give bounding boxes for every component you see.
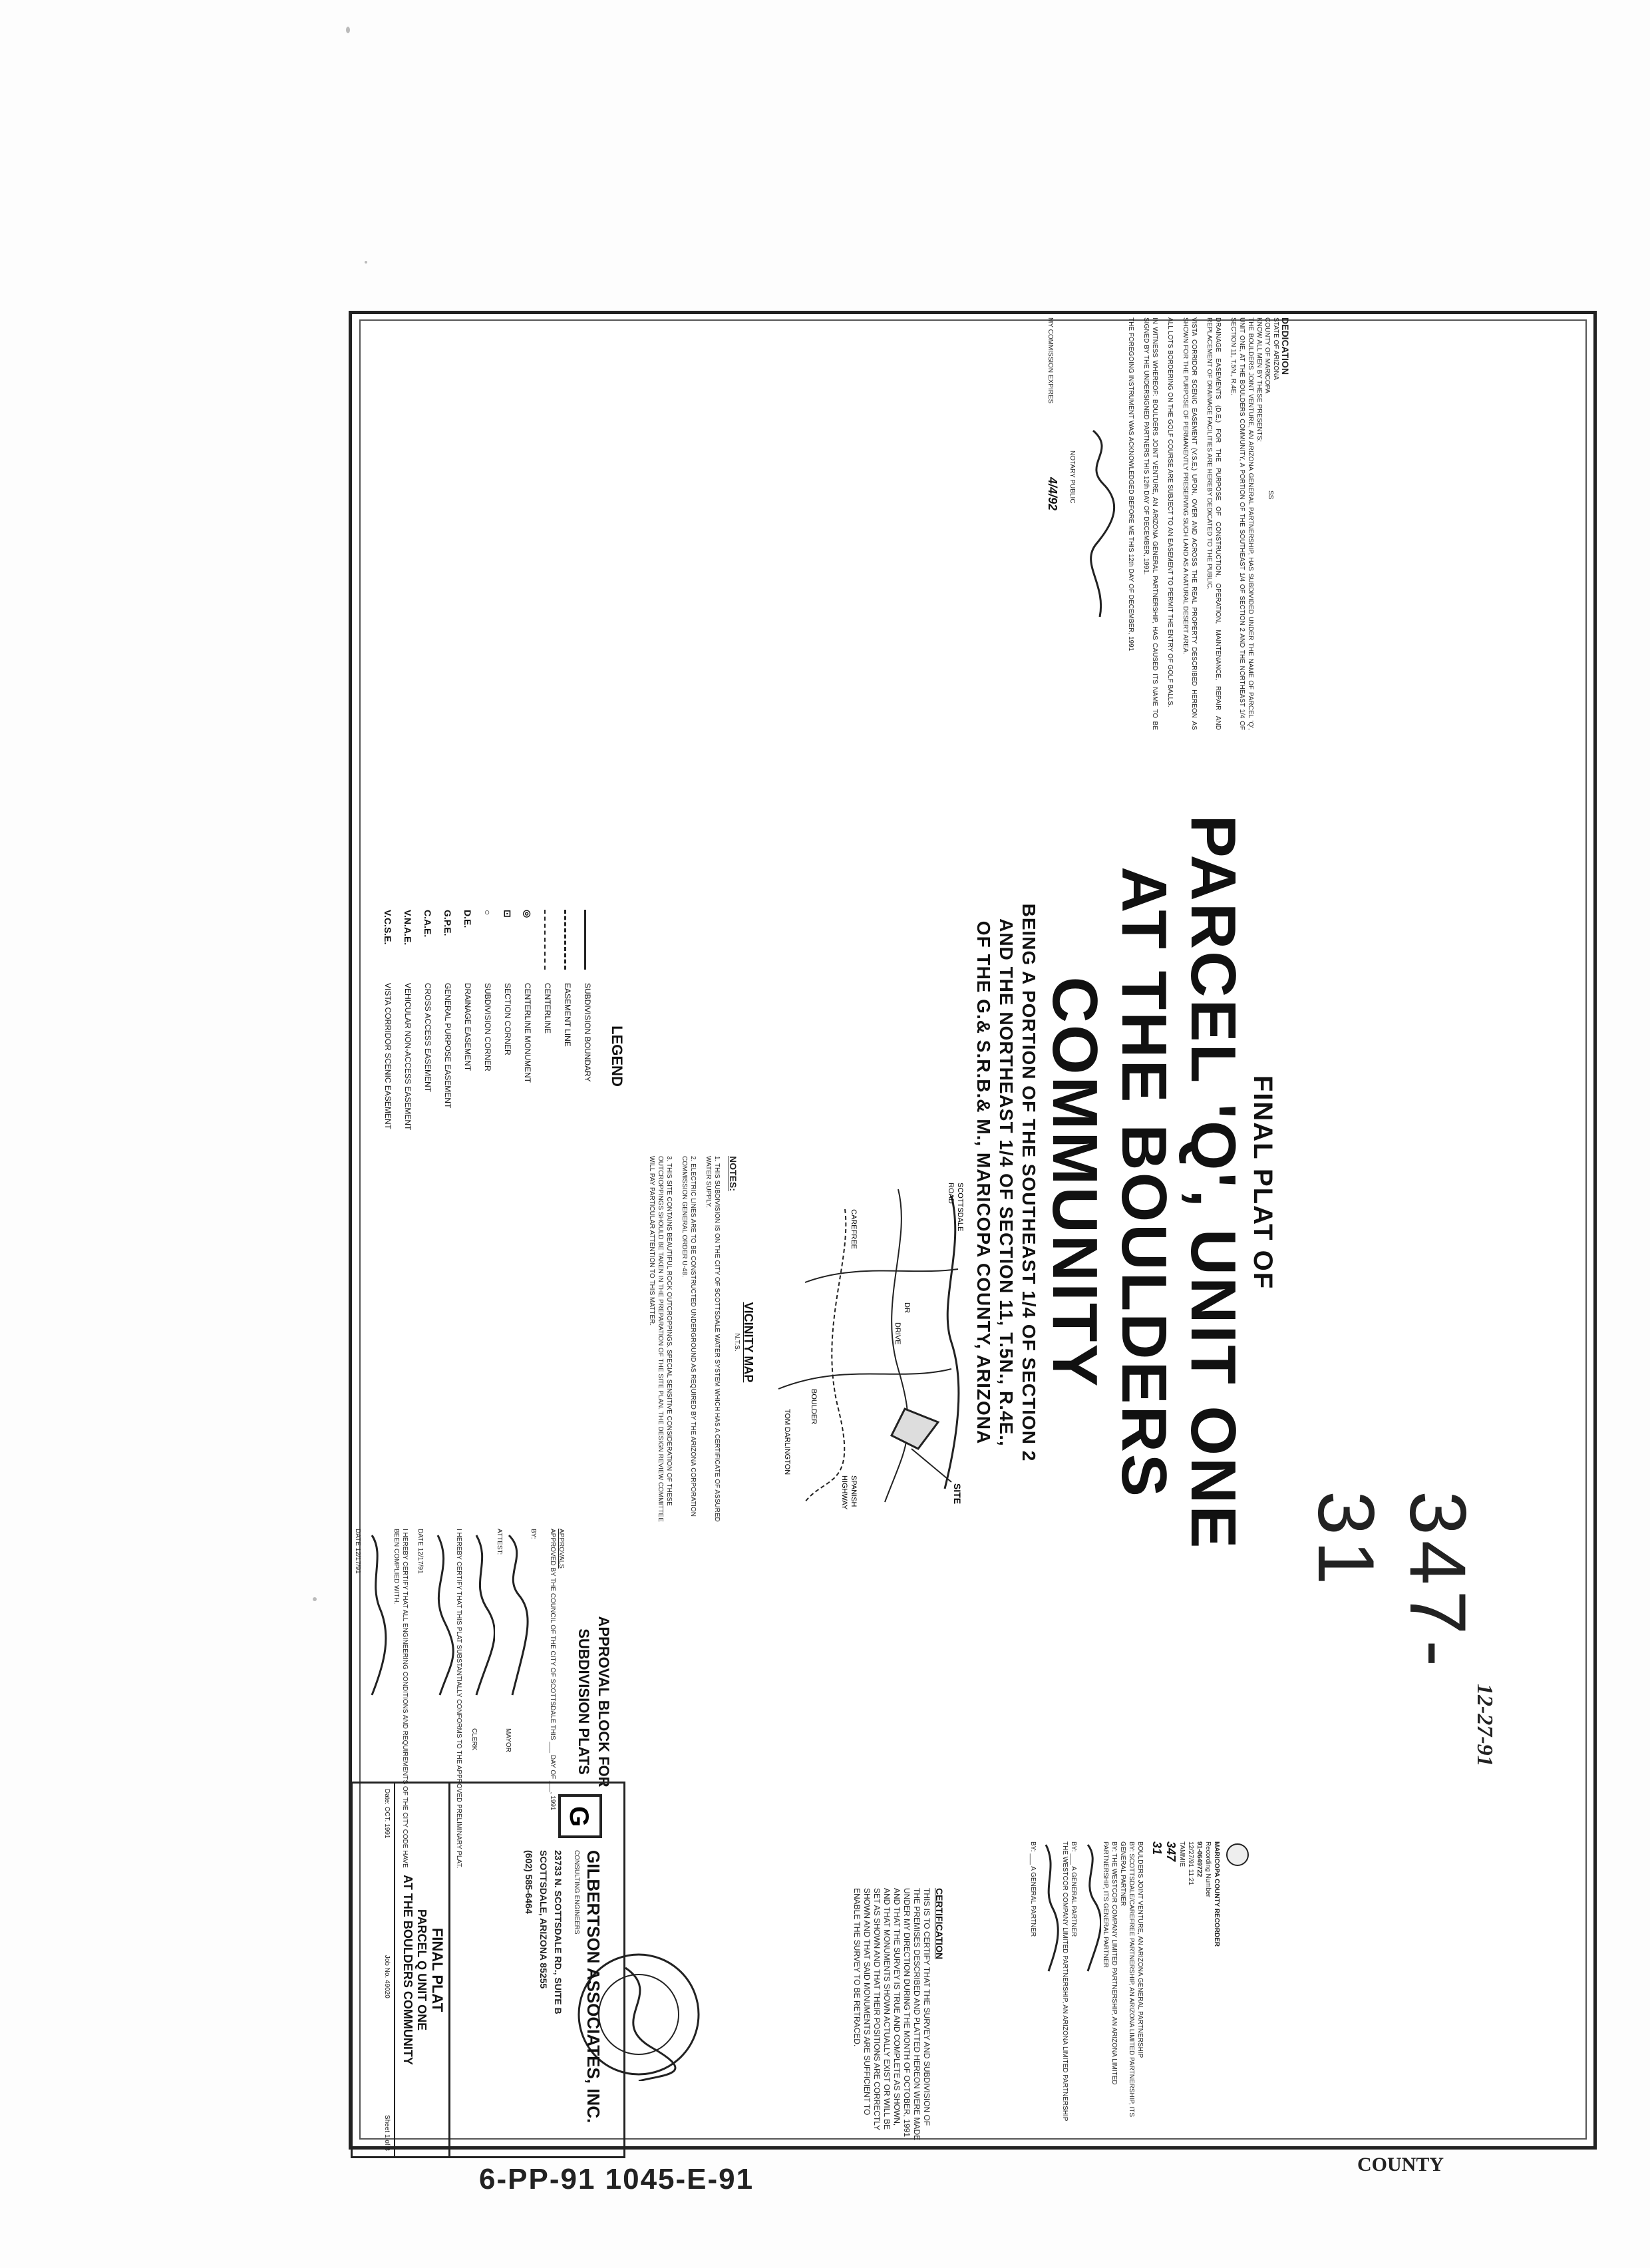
firm-logo-icon [557,1793,603,1839]
county-label: COUNTY [1357,2154,1444,2175]
dedication-lead: KNOW ALL MEN BY THESE PRESENTS: [1255,317,1263,443]
planning-signature [428,1529,454,1702]
title-line-1: PARCEL 'Q', UNIT ONE [1178,815,1249,1551]
plat-box-line-2: PARCEL Q UNIT ONE [415,1909,428,2031]
legend-block [378,910,625,1203]
section-corner-icon: ⊡ [502,910,514,918]
easement-line-symbol [562,910,573,983]
legend-text: DRAINAGE EASEMENT [463,983,472,1071]
owner-line: BOULDERS JOINT VENTURE, AN ARIZONA GENERAL PARTNERSHIP [1136,1841,1144,2058]
legend-row [578,910,597,1203]
approval-heading-1: APPROVAL BLOCK FOR [595,1616,612,1788]
dedication-block [559,317,1291,730]
notary-signature [1080,424,1120,624]
scan-speck [346,27,350,33]
firm-name: GILBERTSON ASSOCIATES, INC. [583,1850,603,2124]
dedication-county: COUNTY OF MARICOPA [1263,317,1271,394]
surveyor-certification [852,1888,945,2141]
vicinity-road-label: CAREFREE [850,1209,858,1249]
owner-signature [1081,1841,1101,1975]
attest-label: ATTEST: [496,1529,503,1555]
vicinity-map [733,1169,978,1515]
vicinity-road-label: TOM DARLINGTON [783,1409,791,1475]
engineer-title-block [448,1782,625,2158]
dedication-state: STATE OF ARIZONA [1272,317,1279,381]
vicinity-road-label: DR [903,1302,911,1313]
owner-signature-block [1029,1841,1144,2134]
centerline-symbol [542,910,553,983]
legend-heading: LEGEND [609,1026,625,1087]
vicinity-road-label: SPANISH [850,1475,858,1507]
vicinity-map-nts: N.T.S. [733,1333,741,1352]
legend-abbrev: V.C.S.E. [383,910,393,945]
scan-speck [365,261,367,264]
vicinity-road-label: BOULDER [810,1389,818,1425]
commission-label: MY COMMISSION EXPIRES [1047,317,1054,404]
title-sub-2: AND THE NORTHEAST 1/4 OF SECTION 11, T.5N., R.4E., [996,918,1017,1447]
council-approval: APPROVED BY THE COUNCIL OF THE CITY OF SCOTTSDALE THIS ___ DAY OF ___, 1991 [549,1529,556,1811]
title-prefix: FINAL PLAT OF [1248,1075,1277,1290]
recorder-filer: TAMMIE [1178,1841,1186,1867]
vicinity-map-drawing [758,1169,978,1515]
title-sub-3: OF THE G.& S.R.B.& M., MARICOPA COUNTY, ARIZONA [973,920,994,1445]
plat-box-date: Date: OCT. 1991 [383,1789,391,1839]
svg-text:G: G [564,1806,593,1827]
approvals-label: APPROVALS [558,1529,565,1569]
title-line-2: AT THE BOULDERS COMMUNITY [1039,866,1180,1499]
legend-text: VEHICULAR NON-ACCESS EASEMENT [403,983,412,1131]
legend-text: CROSS ACCESS EASEMENT [423,983,432,1093]
recorder-book: 347 [1164,1841,1178,1862]
legend-row [398,910,418,1203]
legend-text: SECTION CORNER [503,983,512,1055]
vicinity-road-label: ROAD [947,1183,955,1204]
firm-address-1: 23733 N. SCOTTSDALE RD., SUITE B [553,1850,564,2014]
owner-line: BY: ___ A GENERAL PARTNER [1029,1841,1037,1937]
mayor-signature [502,1529,529,1702]
legend-text: CENTERLINE MONUMENT [523,983,532,1083]
planning-date: DATE 12/17/91 [416,1529,424,1574]
note-item: 3. THIS SITE CONTAINS BEAUTIFUL ROCK OUTCROPPINGS. SPECIAL SENSITIVE CONSIDERATION OF THESE OUTCROPPINGS SHOULD BE TAKEN IN THE PREPARATION OF THE SITE PLAN. THE DESIGN REVIEW COMMITTEE WILL PAY PARTICULAR ATTENTION TO THIS MATTER. [648,1156,673,1522]
recorder-line-1: MARICOPA COUNTY RECORDER [1213,1841,1220,1947]
approval-heading-2: SUBDIVISION PLATS [576,1628,592,1775]
vicinity-site-label: SITE [952,1483,963,1505]
vicinity-road-label: SCOTTSDALE [956,1183,964,1232]
vicinity-road-label: DRIVE [894,1322,902,1345]
legend-text: CENTERLINE [543,983,552,1034]
plat-title-block [972,663,1277,1702]
county-seal-icon [1224,1841,1251,1868]
legend-row [378,910,398,1203]
engineering-date: DATE 12/17/91 [354,1529,361,1574]
firm-tag: CONSULTING ENGINEERS [573,1850,580,1935]
legend-row [478,910,498,1203]
legend-text: GENERAL PURPOSE EASEMENT [443,983,452,1109]
mayor-label: MAYOR [504,1728,512,1752]
legend-abbrev: V.N.A.E. [403,910,413,946]
legend-row [498,910,518,1203]
plat-box-line-1: FINAL PLAT [429,1927,446,2012]
title-sub-1: BEING A PORTION OF THE SOUTHEAST 1/4 OF SECTION 2 [1019,903,1039,1462]
legend-row [518,910,538,1203]
clerk-signature [468,1529,495,1702]
plat-box-sheet: Sheet 1 of 3 [383,2115,391,2151]
notes-block [641,1156,739,1529]
legend-abbrev: G.P.E. [442,910,453,936]
vicinity-map-title: VICINITY MAP [742,1302,755,1383]
engineering-certification: I HEREBY CERTIFY THAT ALL ENGINEERING CONDITIONS AND REQUIREMENTS OF THE CITY CODE HAVE BEEN COMPLIED WITH. [393,1529,409,1868]
planning-certification: I HEREBY CERTIFY THAT THIS PLAT SUBSTANTIALLY CONFORMS TO THE APPROVED PRELIMINARY PLAT. [455,1529,462,1869]
notary-label: NOTARY PUBLIC [1069,451,1076,504]
clerk-label: CLERK [470,1728,478,1751]
owner-line: BY: ___ A GENERAL PARTNER [1070,1841,1077,1937]
note-item: 2. ELECTRIC LINES ARE TO BE CONSTRUCTED UNDERGROUND AS REQUIRED BY THE ARIZONA CORPORATION COMMISSION GENERAL ORDER U-48. [681,1156,697,1517]
certification-text: THIS IS TO CERTIFY THAT THE SURVEY AND SUBDIVISION OF THE PREMISES DESCRIBED AND PLATTED HEREON WERE MADE UNDER MY DIRECTION DURING THE MONTH OF OCTOBER, 1991 AND THAT THE SURVEY IS TRUE AND COMPLETE AS SHOWN, AND THAT MONUMENTS SHOWN ACTUALLY EXIST OR WILL BE SET AS SHOWN AND THAT THEIR POSITIONS ARE CORRECTLY SHOWN AND THAT SAID MONUMENTS ARE SUFFICIENT TO ENABLE THE SURVEY TO BE RETRACED. [852,1888,931,2141]
legend-row [458,910,478,1203]
legend-text: EASEMENT LINE [563,983,572,1047]
legend-text: VISTA CORRIDOR SCENIC EASEMENT [383,983,393,1129]
mayor-by: BY: [530,1529,537,1539]
book-page-stamp: 347-31 [1301,1491,1482,1672]
subdivision-corner-icon: ○ [482,910,493,916]
vicinity-road-label: HIGHWAY [840,1475,848,1510]
legend-text: SUBDIVISION CORNER [483,983,492,1071]
legend-row [418,910,438,1203]
recorder-page: 31 [1150,1841,1164,1855]
legend-text: SUBDIVISION BOUNDARY [583,983,592,1082]
notes-heading: NOTES: [728,1156,739,1191]
firm-phone: (602) 585-6464 [524,1850,534,1914]
boundary-line-symbol [582,910,593,983]
plat-box-job: Job No. 49020 [383,1955,391,1998]
legend-row [558,910,578,1203]
dedication-acknowledgment: THE FOREGOING INSTRUMENT WAS ACKNOWLEDGED BEFORE ME THIS 12th DAY OF DECEMBER, 1991 [1127,317,1134,652]
dedication-paragraph: THE BOULDERS JOINT VENTURE, AN ARIZONA GENERAL PARTNERSHIP, HAS SUBDIVIDED UNDER THE NAME OF PARCEL 'Q', UNIT ONE, AT THE BOULDERS COMMUNITY, A PORTION OF THE SOUTHEAST 1/4 OF SECTION 2 AND THE NORTHEAST 1/4 OF SECTION 11, T.5N., R.4E. [1230,317,1254,730]
legend-row [538,910,558,1203]
recorder-stamp [1150,1841,1251,2081]
plat-box-line-3: AT THE BOULDERS COMMUNITY [401,1875,414,2065]
recording-date-handwritten: 12-27-91 [1472,1684,1497,1767]
legend-abbrev: D.E. [462,910,473,928]
dedication-witness: IN WITNESS WHEREOF: BOULDERS JOINT VENTURE, AN ARIZONA GENERAL PARTNERSHIP, HAS CAUSED ITS NAME TO BE SIGNED BY THE UNDERSIGNED PARTNERS THIS 12th DAY OF DECEMBER, 1991. [1142,317,1158,730]
engineering-signature [365,1529,392,1702]
owner-signature [1041,1841,1061,1975]
dedication-paragraph: ALL LOTS BORDERING ON THE GOLF COURSE ARE SUBJECT TO AN EASEMENT TO PERMIT THE ENTRY OF GOLF BALLS. [1166,317,1174,707]
firm-address-2: SCOTTSDALE, ARIZONA 85255 [538,1850,549,1989]
rotated-plat-content [40,317,1291,2151]
recorder-number: 91-0649722 [1196,1841,1203,1877]
dedication-paragraph: DRAINAGE EASEMENTS (D.E.) FOR THE PURPOSE OF CONSTRUCTION, OPERATION, MAINTENANCE, REPAIR AND REPLACEMENT OF DRAINAGE FACILITIES ARE HEREBY DEDICATED TO THE PUBLIC. [1206,317,1222,730]
monument-icon: ◎ [522,910,534,918]
dedication-heading: DEDICATION [1280,317,1291,375]
owner-line: BY: SCOTTSDALE/CAREFREE PARTNERSHIP, AN ARIZONA LIMITED PARTNERSHIP, ITS GENERAL PARTNER [1119,1841,1135,2117]
legend-abbrev: C.A.E. [422,910,433,938]
legend-row [438,910,458,1203]
case-number-footer: 6-PP-91 1045-E-91 [479,2163,754,2195]
recorder-line-2: Recording Number [1204,1841,1212,1897]
plat-title-box [351,1782,452,2158]
owner-line: THE WESTCOR COMPANY LIMITED PARTNERSHIP, AN ARIZONA LIMITED PARTNERSHIP [1061,1841,1069,2122]
certification-heading: CERTIFICATION [934,1888,945,1960]
dedication-paragraph: VISTA CORRIDOR SCENIC EASEMENT (V.S.E.) UPON, OVER AND ACROSS THE REAL PROPERTY DESCRIBED HEREON AS SHOWN FOR THE PURPOSE OF PERMANENTLY PRESERVING SUCH LAND AS A NATURAL DESERT AREA. [1182,317,1198,730]
dedication-ss: SS [1267,490,1274,500]
recorder-datetime: 12/27/91 11:21 [1187,1841,1194,1885]
note-item: 1. THIS SUBDIVISION IS ON THE CITY OF SCOTTSDALE WATER SYSTEM WHICH HAS A CERTIFICATE OF ASSURED WATER SUPPLY. [705,1156,721,1522]
commission-date: 4/4/92 [1046,477,1059,511]
owner-line: BY: THE WESTCOR COMPANY LIMITED PARTNERSHIP, AN ARIZONA LIMITED PARTNERSHIP, ITS GENERAL PARTNER [1102,1841,1118,2085]
